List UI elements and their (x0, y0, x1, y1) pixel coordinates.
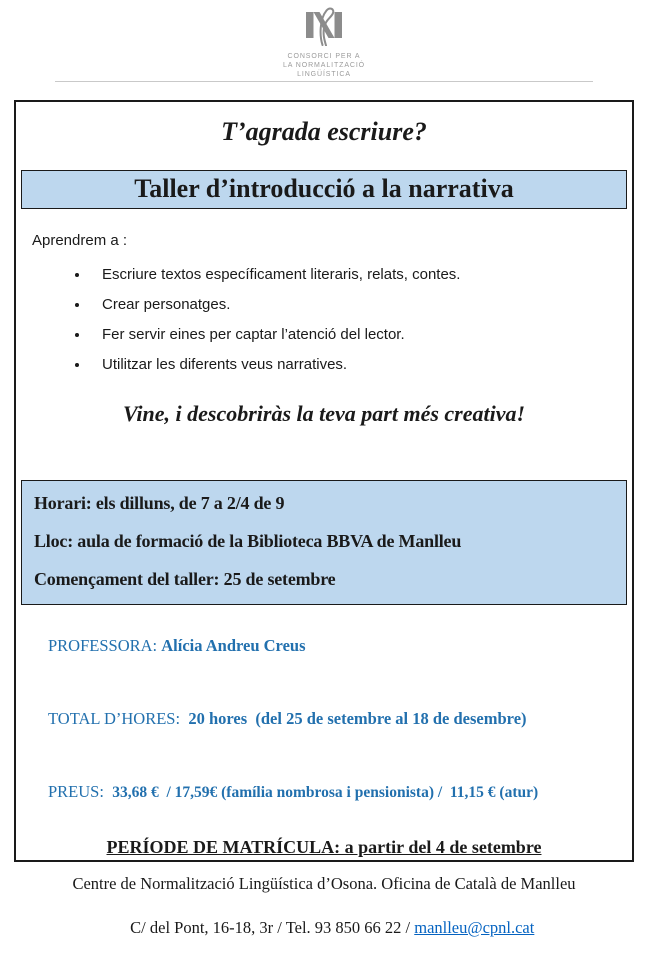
prices-label: PREUS: (48, 782, 113, 801)
footer-contact (16, 896, 632, 959)
hours-label: TOTAL D’HORES: (48, 709, 189, 728)
logo-org-name: CONSORCI PER A LA NORMALITZACIÓ LINGÜÍSTICA (282, 53, 366, 78)
learning-goals-list (16, 265, 632, 375)
list-item: • Crear personatges. (90, 295, 632, 315)
schedule-lloc: Lloc: aula de formació de la Biblioteca BBVA de Manlleu (34, 531, 462, 551)
list-item: • Escriure textos específicament literaris, relats, contes. (90, 265, 632, 285)
hours-value: 20 hores (del 25 de setembre al 18 de desembre) (188, 709, 527, 728)
teacher-row (16, 618, 632, 674)
footer-contact-text: C/ del Pont, 16-18, 3r / Tel. 93 850 66 22 / (130, 918, 415, 937)
email-link[interactable]: manlleu@cpnl.cat (414, 918, 535, 937)
list-item: • Utilitzar les diferents veus narratives. (90, 355, 632, 375)
enrollment-period: PERÍODE DE MATRÍCULA: a partir del 4 de setembre (106, 837, 542, 857)
teacher-name: Alícia Andreu Creus (161, 636, 306, 655)
teacher-label: PROFESSORA: (48, 636, 162, 655)
header-divider (55, 81, 593, 82)
poster-title: T’agrada escriure? (221, 117, 427, 146)
cpnl-logo-icon (298, 6, 350, 51)
footer-center-name: Centre de Normalització Lingüística d’Osona. Oficina de Català de Manlleu (72, 874, 576, 893)
hours-row (16, 691, 632, 747)
header-logo (0, 6, 648, 79)
poster-frame (14, 100, 634, 937)
tagline-text: Vine, i descobriràs la teva part més creativa! (122, 401, 526, 426)
schedule-info-box (21, 480, 627, 605)
schedule-comencament: Començament del taller: 25 de setembre (34, 569, 336, 589)
prices-row (16, 764, 632, 820)
schedule-horari: Horari: els dilluns, de 7 a 2/4 de 9 (34, 493, 285, 513)
intro-text: Aprendrem a : (32, 232, 128, 249)
workshop-banner: Taller d’introducció a la narrativa (21, 170, 627, 209)
prices-value: 33,68 € / 17,59€ (família nombrosa i pensionista) / 11,15 € (atur) (112, 784, 539, 801)
list-item: • Fer servir eines per captar l’atenció del lector. (90, 325, 632, 345)
